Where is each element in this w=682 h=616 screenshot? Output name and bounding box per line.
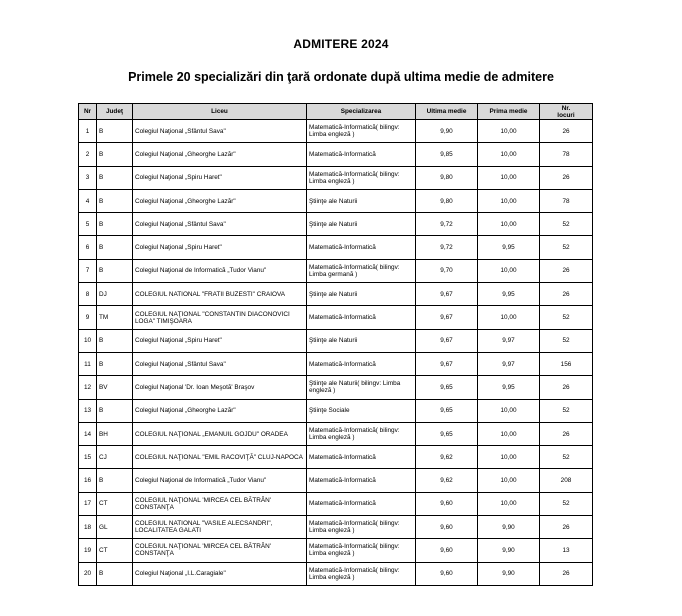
cell-nr-locuri: 52 xyxy=(540,446,593,469)
cell-nr: 13 xyxy=(79,399,97,422)
table-row xyxy=(79,306,593,329)
cell-prima-medie: 10,00 xyxy=(478,446,540,469)
cell-liceu: Colegiul Naţional „Spiru Haret" xyxy=(133,236,307,259)
cell-ultima-medie: 9,72 xyxy=(416,213,478,236)
cell-ultima-medie: 9,65 xyxy=(416,376,478,399)
cell-liceu: COLEGIUL NAŢIONAL 'MIRCEA CEL BĂTRÂN' CONSTANŢA xyxy=(133,492,307,515)
cell-nr-locuri: 78 xyxy=(540,189,593,212)
cell-nr: 2 xyxy=(79,143,97,166)
cell-specializarea: Matematică-Informatică xyxy=(307,492,416,515)
cell-judet: B xyxy=(97,469,133,492)
table-row xyxy=(79,399,593,422)
cell-nr-locuri: 156 xyxy=(540,352,593,375)
cell-prima-medie: 10,00 xyxy=(478,399,540,422)
cell-ultima-medie: 9,65 xyxy=(416,399,478,422)
cell-prima-medie: 10,00 xyxy=(478,306,540,329)
cell-specializarea: Matematică-Informatică( bilingv: Limba germană ) xyxy=(307,259,416,282)
cell-judet: TM xyxy=(97,306,133,329)
table-header-row xyxy=(79,104,593,120)
cell-ultima-medie: 9,62 xyxy=(416,469,478,492)
cell-nr-locuri: 52 xyxy=(540,329,593,352)
cell-prima-medie: 10,00 xyxy=(478,492,540,515)
cell-nr: 4 xyxy=(79,189,97,212)
cell-specializarea: Matematică-Informatică( bilingv: Limba engleză ) xyxy=(307,539,416,562)
table-row xyxy=(79,120,593,143)
cell-ultima-medie: 9,85 xyxy=(416,143,478,166)
cell-nr: 16 xyxy=(79,469,97,492)
header-ultima-medie: Ultima medie xyxy=(416,104,478,120)
cell-nr-locuri: 26 xyxy=(540,562,593,585)
cell-judet: CT xyxy=(97,492,133,515)
cell-judet: B xyxy=(97,213,133,236)
cell-prima-medie: 9,95 xyxy=(478,283,540,306)
cell-nr-locuri: 52 xyxy=(540,213,593,236)
cell-ultima-medie: 9,67 xyxy=(416,283,478,306)
cell-liceu: Colegiul Naţional „Gheorghe Lazăr" xyxy=(133,143,307,166)
cell-judet: B xyxy=(97,120,133,143)
cell-ultima-medie: 9,60 xyxy=(416,492,478,515)
cell-judet: B xyxy=(97,236,133,259)
cell-prima-medie: 9,90 xyxy=(478,562,540,585)
table-row xyxy=(79,422,593,445)
cell-judet: B xyxy=(97,166,133,189)
table-row xyxy=(79,352,593,375)
cell-judet: B xyxy=(97,562,133,585)
cell-nr-locuri: 52 xyxy=(540,236,593,259)
cell-nr-locuri: 26 xyxy=(540,283,593,306)
cell-nr-locuri: 26 xyxy=(540,166,593,189)
cell-liceu: COLEGIUL NAŢIONAL 'MIRCEA CEL BĂTRÂN' CONSTANŢA xyxy=(133,539,307,562)
cell-judet: BH xyxy=(97,422,133,445)
cell-nr-locuri: 26 xyxy=(540,422,593,445)
cell-nr: 3 xyxy=(79,166,97,189)
cell-specializarea: Matematică-Informatică xyxy=(307,236,416,259)
cell-judet: BV xyxy=(97,376,133,399)
cell-specializarea: Ştiinţe ale Naturii xyxy=(307,213,416,236)
cell-liceu: Colegiul Naţional 'Dr. Ioan Meşotă' Braşov xyxy=(133,376,307,399)
cell-nr: 11 xyxy=(79,352,97,375)
cell-nr: 10 xyxy=(79,329,97,352)
cell-nr: 15 xyxy=(79,446,97,469)
admission-table xyxy=(78,103,593,586)
cell-liceu: COLEGIUL NAŢIONAL "CONSTANTIN DIACONOVICI LOGA" TIMIŞOARA xyxy=(133,306,307,329)
cell-prima-medie: 9,95 xyxy=(478,236,540,259)
cell-prima-medie: 10,00 xyxy=(478,166,540,189)
cell-liceu: COLEGIUL NATIONAL "VASILE ALECSANDRI", LOCALITATEA GALATI xyxy=(133,516,307,539)
header-judet: Judeţ xyxy=(97,104,133,120)
cell-liceu: COLEGIUL NAŢIONAL "EMIL RACOVIŢĂ" CLUJ-NAPOCA xyxy=(133,446,307,469)
cell-specializarea: Matematică-Informatică xyxy=(307,469,416,492)
cell-judet: B xyxy=(97,189,133,212)
cell-nr-locuri: 26 xyxy=(540,120,593,143)
cell-prima-medie: 9,95 xyxy=(478,376,540,399)
cell-specializarea: Matematică-Informatică( bilingv: Limba engleză ) xyxy=(307,516,416,539)
cell-nr: 5 xyxy=(79,213,97,236)
cell-liceu: Colegiul Naţional „Spiru Haret" xyxy=(133,329,307,352)
cell-ultima-medie: 9,67 xyxy=(416,306,478,329)
cell-specializarea: Matematică-Informatică xyxy=(307,143,416,166)
cell-specializarea: Matematică-Informatică( bilingv: Limba engleză ) xyxy=(307,120,416,143)
cell-prima-medie: 10,00 xyxy=(478,143,540,166)
cell-ultima-medie: 9,70 xyxy=(416,259,478,282)
cell-liceu: Colegiul Naţional „Sfântul Sava" xyxy=(133,213,307,236)
cell-ultima-medie: 9,90 xyxy=(416,120,478,143)
header-liceu: Liceu xyxy=(133,104,307,120)
cell-ultima-medie: 9,80 xyxy=(416,189,478,212)
cell-nr: 7 xyxy=(79,259,97,282)
cell-nr-locuri: 13 xyxy=(540,539,593,562)
cell-nr-locuri: 26 xyxy=(540,376,593,399)
document-title: ADMITERE 2024 xyxy=(293,37,389,51)
cell-specializarea: Matematică-Informatică( bilingv: Limba engleză ) xyxy=(307,422,416,445)
cell-judet: B xyxy=(97,399,133,422)
table-row xyxy=(79,189,593,212)
cell-nr-locuri: 208 xyxy=(540,469,593,492)
table-row xyxy=(79,143,593,166)
cell-specializarea: Matematică-Informatică xyxy=(307,446,416,469)
table-row xyxy=(79,562,593,585)
cell-nr: 9 xyxy=(79,306,97,329)
cell-judet: DJ xyxy=(97,283,133,306)
cell-liceu: Colegiul Naţional „Sfântul Sava" xyxy=(133,352,307,375)
cell-liceu: COLEGIUL NATIONAL "FRATII BUZESTI" CRAIOVA xyxy=(133,283,307,306)
cell-nr-locuri: 26 xyxy=(540,259,593,282)
cell-ultima-medie: 9,60 xyxy=(416,516,478,539)
cell-liceu: Colegiul Naţional „I.L.Caragiale" xyxy=(133,562,307,585)
cell-nr-locuri: 26 xyxy=(540,516,593,539)
cell-nr: 17 xyxy=(79,492,97,515)
header-specializarea: Specializarea xyxy=(307,104,416,120)
table-row xyxy=(79,166,593,189)
cell-prima-medie: 9,90 xyxy=(478,539,540,562)
cell-specializarea: Matematică-Informatică xyxy=(307,306,416,329)
cell-liceu: Colegiul Naţional „Sfântul Sava" xyxy=(133,120,307,143)
cell-nr-locuri: 78 xyxy=(540,143,593,166)
header-nr-locuri: Nr. locuri xyxy=(540,104,593,120)
table-row xyxy=(79,492,593,515)
cell-specializarea: Ştiinţe ale Naturii xyxy=(307,329,416,352)
table-row xyxy=(79,283,593,306)
cell-nr-locuri: 52 xyxy=(540,306,593,329)
table-row xyxy=(79,446,593,469)
cell-specializarea: Ştiinţe ale Naturii xyxy=(307,283,416,306)
cell-prima-medie: 10,00 xyxy=(478,469,540,492)
cell-specializarea: Matematică-Informatică( bilingv: Limba engleză ) xyxy=(307,562,416,585)
cell-prima-medie: 10,00 xyxy=(478,189,540,212)
cell-ultima-medie: 9,60 xyxy=(416,562,478,585)
cell-specializarea: Ştiinţe ale Naturii( bilingv: Limba engleză ) xyxy=(307,376,416,399)
cell-nr: 8 xyxy=(79,283,97,306)
cell-prima-medie: 10,00 xyxy=(478,422,540,445)
cell-prima-medie: 10,00 xyxy=(478,259,540,282)
cell-ultima-medie: 9,65 xyxy=(416,422,478,445)
cell-nr: 14 xyxy=(79,422,97,445)
cell-ultima-medie: 9,80 xyxy=(416,166,478,189)
cell-liceu: COLEGIUL NAŢIONAL „EMANUIL GOJDU" ORADEA xyxy=(133,422,307,445)
cell-prima-medie: 10,00 xyxy=(478,120,540,143)
cell-specializarea: Ştiinţe ale Naturii xyxy=(307,189,416,212)
cell-nr-locuri: 52 xyxy=(540,399,593,422)
cell-nr: 12 xyxy=(79,376,97,399)
cell-prima-medie: 10,00 xyxy=(478,213,540,236)
document-subtitle: Primele 20 specializări din ţară ordonate după ultima medie de admitere xyxy=(128,70,554,84)
cell-specializarea: Matematică-Informatică( bilingv: Limba engleză ) xyxy=(307,166,416,189)
cell-ultima-medie: 9,72 xyxy=(416,236,478,259)
table-row xyxy=(79,259,593,282)
cell-liceu: Colegiul Naţional de Informatică „Tudor Vianu" xyxy=(133,469,307,492)
cell-liceu: Colegiul Naţional „Gheorghe Lazăr" xyxy=(133,189,307,212)
cell-judet: GL xyxy=(97,516,133,539)
cell-ultima-medie: 9,67 xyxy=(416,329,478,352)
table-row xyxy=(79,516,593,539)
cell-nr: 19 xyxy=(79,539,97,562)
table-row xyxy=(79,329,593,352)
cell-liceu: Colegiul Naţional „Spiru Haret" xyxy=(133,166,307,189)
cell-ultima-medie: 9,62 xyxy=(416,446,478,469)
table-row xyxy=(79,539,593,562)
cell-nr: 1 xyxy=(79,120,97,143)
cell-judet: B xyxy=(97,329,133,352)
cell-liceu: Colegiul Naţional de Informatică „Tudor Vianu" xyxy=(133,259,307,282)
cell-specializarea: Ştiinţe Sociale xyxy=(307,399,416,422)
cell-judet: B xyxy=(97,143,133,166)
cell-prima-medie: 9,97 xyxy=(478,352,540,375)
cell-judet: B xyxy=(97,352,133,375)
cell-prima-medie: 9,97 xyxy=(478,329,540,352)
cell-liceu: Colegiul Naţional „Gheorghe Lazăr" xyxy=(133,399,307,422)
cell-ultima-medie: 9,60 xyxy=(416,539,478,562)
cell-nr: 6 xyxy=(79,236,97,259)
cell-nr-locuri: 52 xyxy=(540,492,593,515)
header-prima-medie: Prima medie xyxy=(478,104,540,120)
cell-ultima-medie: 9,67 xyxy=(416,352,478,375)
table-row xyxy=(79,213,593,236)
cell-nr: 20 xyxy=(79,562,97,585)
cell-nr: 18 xyxy=(79,516,97,539)
cell-specializarea: Matematică-Informatică xyxy=(307,352,416,375)
cell-judet: CJ xyxy=(97,446,133,469)
table-row xyxy=(79,469,593,492)
table-row xyxy=(79,376,593,399)
cell-judet: CT xyxy=(97,539,133,562)
cell-judet: B xyxy=(97,259,133,282)
header-nr: Nr xyxy=(79,104,97,120)
cell-prima-medie: 9,90 xyxy=(478,516,540,539)
table-row xyxy=(79,236,593,259)
